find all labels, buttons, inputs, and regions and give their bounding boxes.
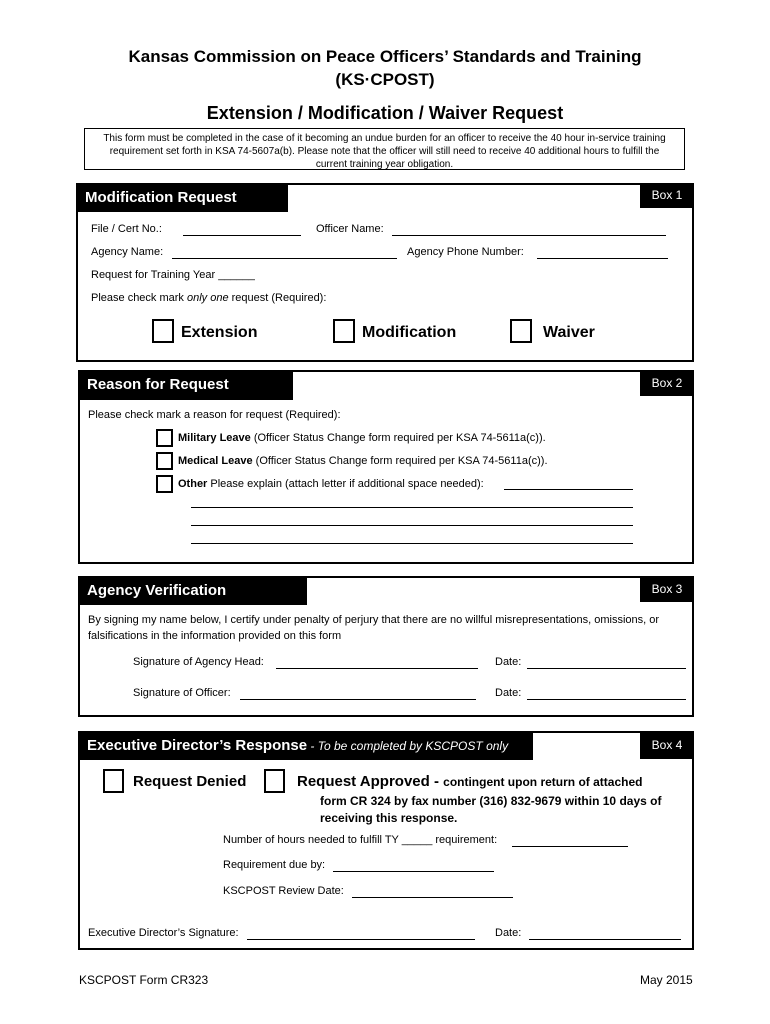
approved-condition-line1: contingent upon return of attached <box>443 775 643 789</box>
extension-label: Extension <box>181 324 258 341</box>
exec-director-date-field[interactable] <box>529 939 681 940</box>
other-label: Other <box>178 478 208 490</box>
medical-leave-label: Medical Leave <box>178 455 253 467</box>
box2-label: Box 2 <box>640 370 694 396</box>
modification-label: Modification <box>362 324 457 341</box>
agency-head-signature-label: Signature of Agency Head: <box>133 656 264 668</box>
officer-name-label: Officer Name: <box>316 223 384 235</box>
exec-director-signature-label: Executive Director’s Signature: <box>88 927 239 939</box>
waiver-label: Waiver <box>543 324 595 341</box>
check-prefix: Please check mark <box>91 292 187 304</box>
agency-head-date-field[interactable] <box>527 668 686 669</box>
review-date-label: KSCPOST Review Date: <box>223 885 344 897</box>
requirement-due-label: Requirement due by: <box>223 859 326 871</box>
box1-heading: Modification Request <box>76 183 288 212</box>
check-one-instruction <box>91 292 326 304</box>
agency-head-date-label: Date: <box>495 656 522 668</box>
other-note: Please explain (attach letter if additional space needed): <box>207 478 484 490</box>
box2-heading: Reason for Request <box>78 370 293 400</box>
box4-heading-note: - To be completed by KSCPOST only <box>307 739 509 753</box>
agency-title: Kansas Commission on Peace Officers’ Standards and Training <box>128 47 642 66</box>
officer-date-label: Date: <box>495 687 522 699</box>
explain-line-2[interactable] <box>191 525 633 526</box>
notice-box: This form must be completed in the case of it becoming an undue burden for an officer to receive the 40 hour in-service training requirement set forth in KSA 74-5607a(b). Please note that the officer will still need to receive 40 additional hours to fulfill the current training year obligation. <box>84 128 685 170</box>
approved-condition-line2: form CR 324 by fax number (316) 832-9679 within 10 days of <box>320 794 662 808</box>
footer-date: May 2015 <box>640 973 693 987</box>
request-approved-line <box>297 773 642 791</box>
waiver-checkbox[interactable] <box>510 319 532 343</box>
box3-heading: Agency Verification <box>78 576 307 605</box>
officer-signature-field[interactable] <box>240 699 476 700</box>
military-leave-checkbox[interactable] <box>156 429 173 447</box>
officer-signature-label: Signature of Officer: <box>133 687 231 699</box>
hours-needed-label: Number of hours needed to fulfill TY _____ requirement: <box>223 834 498 846</box>
box4-heading-bar <box>78 731 533 760</box>
request-denied-label: Request Denied <box>133 773 247 790</box>
agency-name-label: Agency Name: <box>91 246 164 258</box>
medical-leave-note: (Officer Status Change form required per KSA 74-5611a(c)). <box>252 455 548 467</box>
box1-label: Box 1 <box>640 183 694 208</box>
review-date-field[interactable] <box>352 897 513 898</box>
explain-line-3[interactable] <box>191 543 633 544</box>
footer-form-id: KSCPOST Form CR323 <box>79 973 209 987</box>
agency-acronym: (KS·CPOST) <box>335 70 435 89</box>
other-explain-field[interactable] <box>504 489 633 490</box>
military-leave-note: (Officer Status Change form required per KSA 74-5611a(c)). <box>250 432 546 444</box>
officer-name-field[interactable] <box>392 235 666 236</box>
training-year-label[interactable]: Request for Training Year ______ <box>91 269 255 281</box>
other-option <box>178 478 484 490</box>
approved-condition-line3: receiving this response. <box>320 811 458 825</box>
agency-phone-label: Agency Phone Number: <box>407 246 524 258</box>
reason-instruction: Please check mark a reason for request (Required): <box>88 409 341 421</box>
other-checkbox[interactable] <box>156 475 173 493</box>
file-cert-field[interactable] <box>183 235 301 236</box>
check-suffix: request (Required): <box>228 292 327 304</box>
medical-leave-checkbox[interactable] <box>156 452 173 470</box>
modification-checkbox[interactable] <box>333 319 355 343</box>
exec-director-signature-field[interactable] <box>247 939 475 940</box>
agency-phone-field[interactable] <box>537 258 668 259</box>
request-denied-checkbox[interactable] <box>103 769 124 793</box>
agency-name-field[interactable] <box>172 258 397 259</box>
requirement-due-field[interactable] <box>333 871 494 872</box>
extension-checkbox[interactable] <box>152 319 174 343</box>
file-cert-label: File / Cert No.: <box>91 223 162 235</box>
hours-needed-field[interactable] <box>512 846 628 847</box>
certification-statement: By signing my name below, I certify under penalty of perjury that there are no willful misrepresentations, omissions, or falsifications in the information provided on this form <box>88 614 660 642</box>
check-emphasis: only one <box>186 292 229 304</box>
box4-heading: Executive Director’s Response <box>87 737 308 754</box>
explain-line-1[interactable] <box>191 507 633 508</box>
request-approved-checkbox[interactable] <box>264 769 285 793</box>
medical-leave-option <box>178 455 548 467</box>
exec-director-date-label: Date: <box>495 927 522 939</box>
officer-date-field[interactable] <box>527 699 686 700</box>
military-leave-label: Military Leave <box>178 432 251 444</box>
form-title: Extension / Modification / Waiver Request <box>206 103 564 123</box>
military-leave-option <box>178 432 546 444</box>
box3-label: Box 3 <box>640 576 694 602</box>
request-approved-label: Request Approved - <box>297 773 444 790</box>
box4-label: Box 4 <box>640 731 694 759</box>
agency-head-signature-field[interactable] <box>276 668 478 669</box>
